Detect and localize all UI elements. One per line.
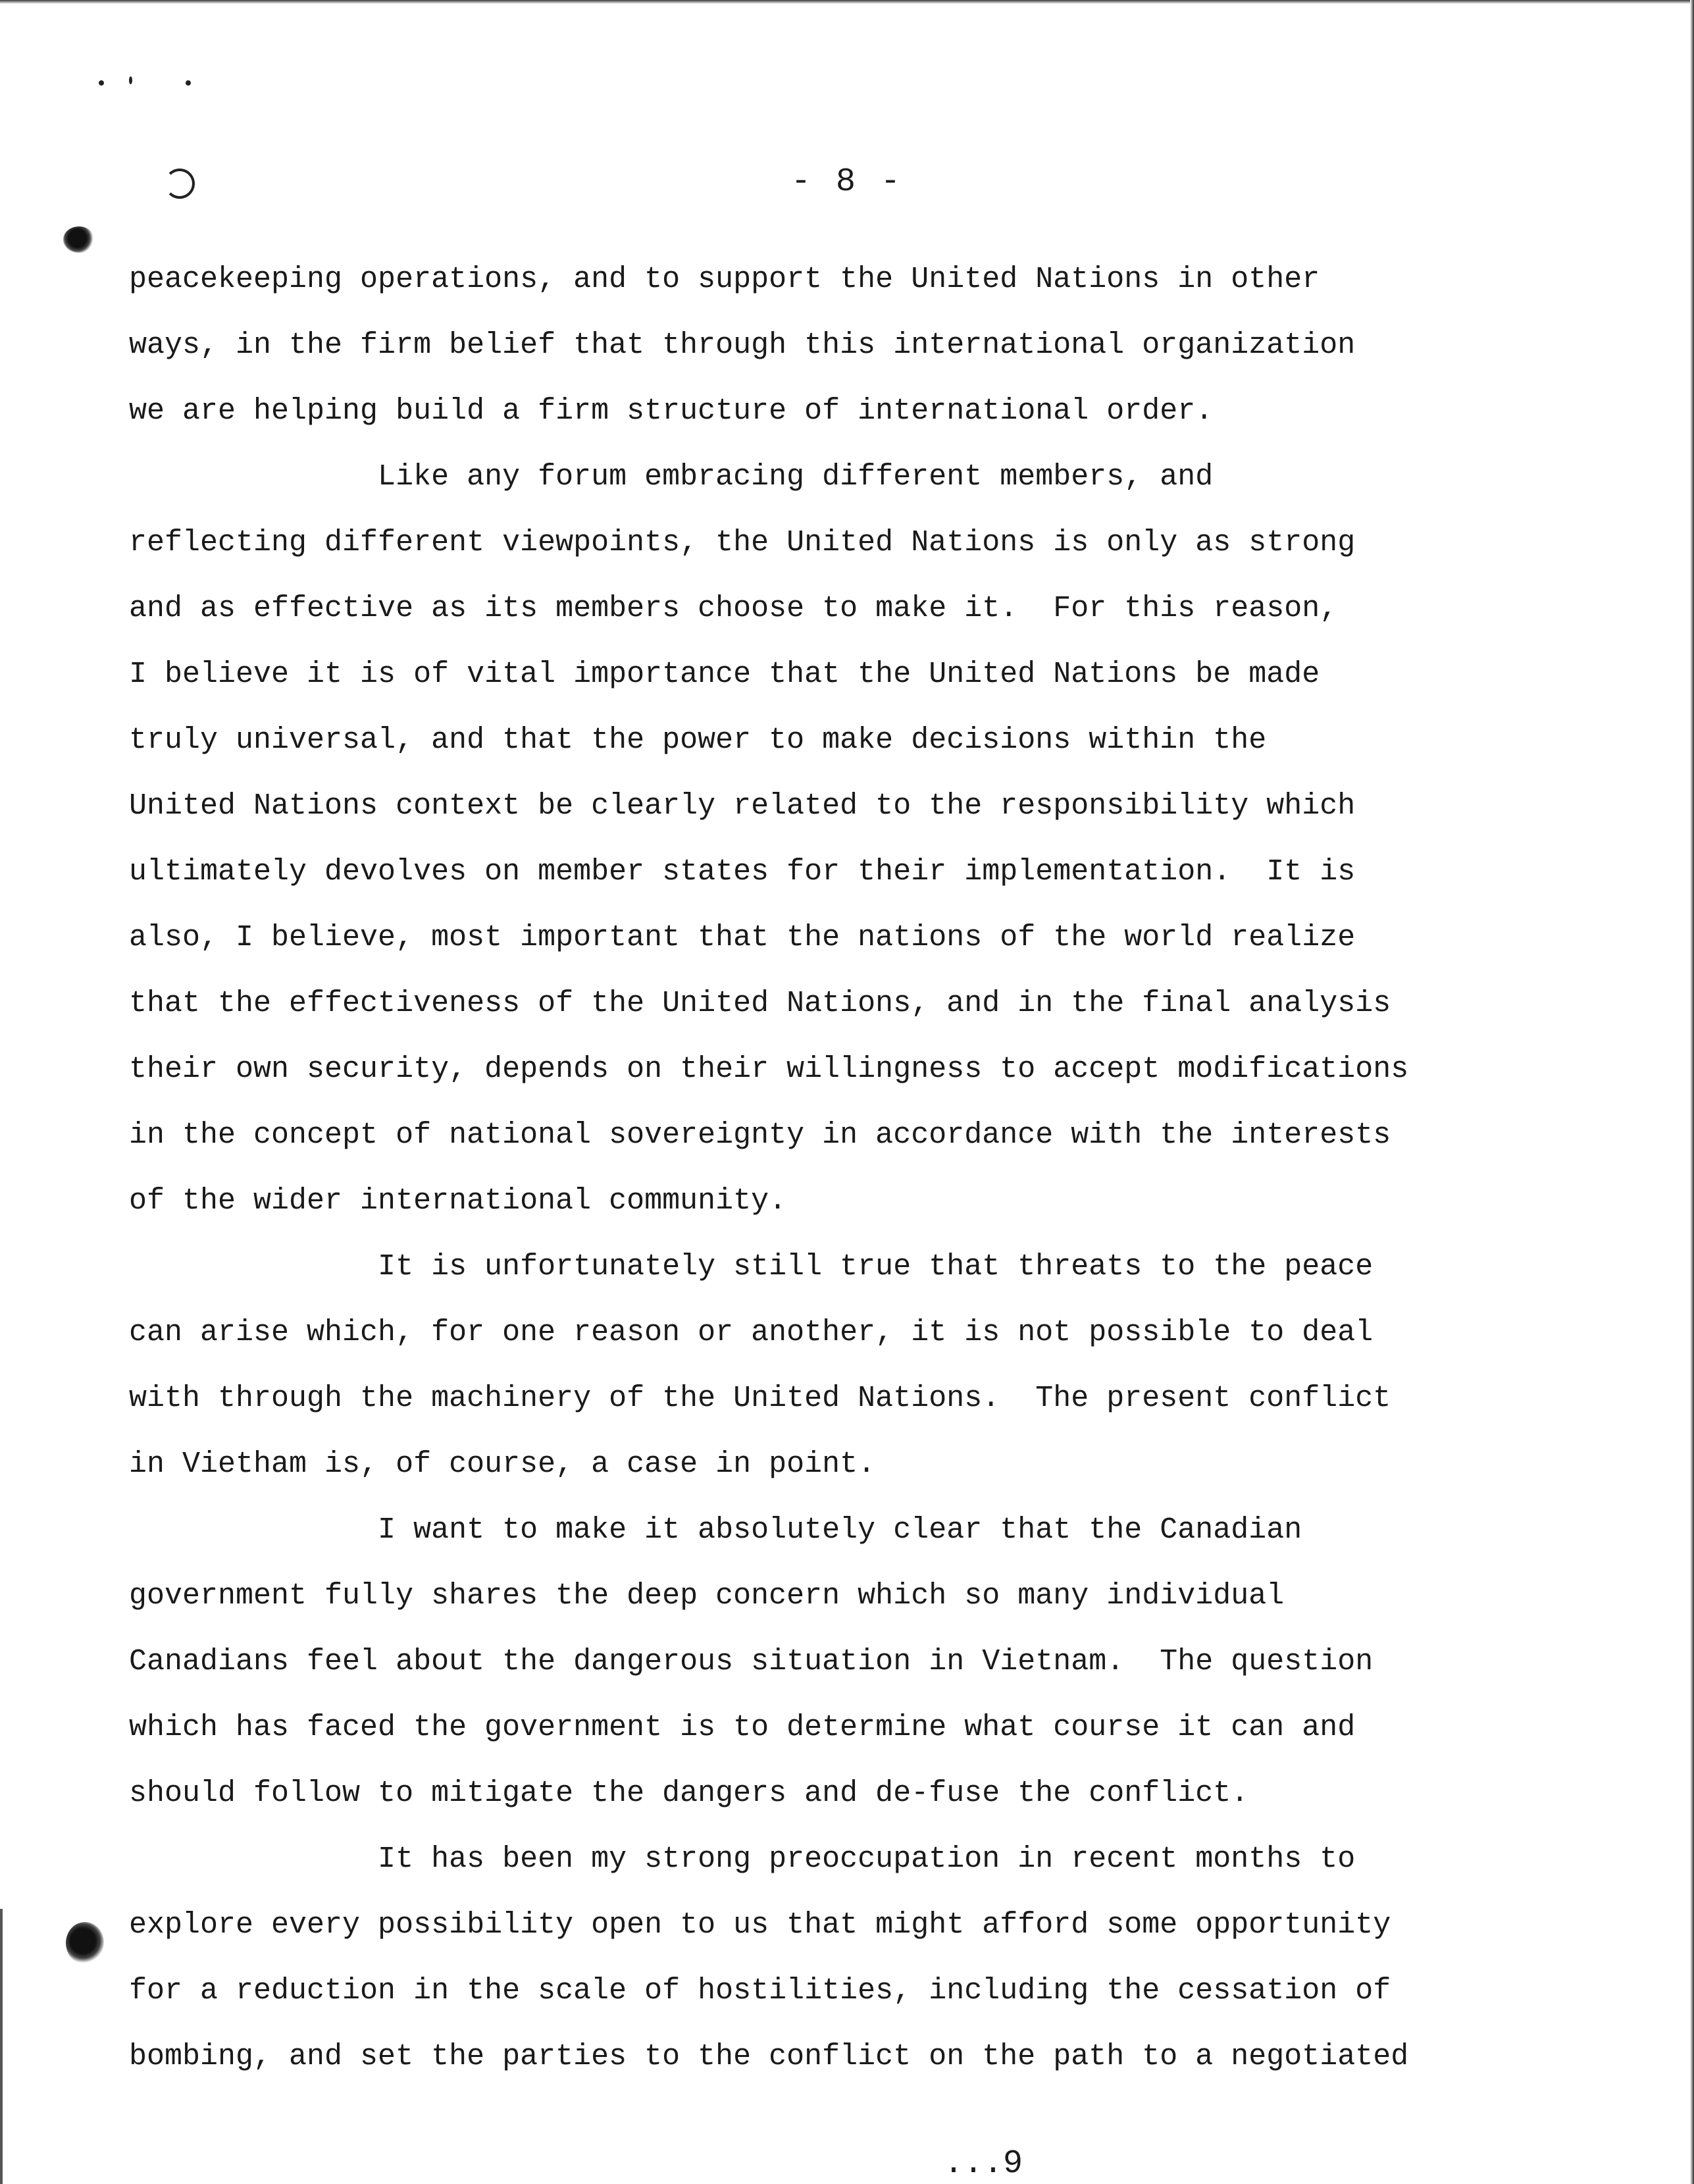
text-line: in Vietham is, of course, a case in point.: [129, 1447, 876, 1481]
text-line: reflecting different viewpoints, the United Nations is only as strong: [129, 526, 1356, 559]
text-line: I want to make it absolutely clear that the Canadian: [129, 1513, 1302, 1547]
text-line: their own security, depends on their willingness to accept modifications: [129, 1053, 1409, 1086]
text-line: for a reduction in the scale of hostilities, including the cessation of: [129, 1974, 1391, 2008]
text-line: in the concept of national sovereignty in accordance with the interests: [129, 1118, 1391, 1152]
scan-speck: [129, 76, 132, 84]
page-edge-left: [0, 1909, 3, 2184]
text-line: with through the machinery of the United Nations. The present conflict: [129, 1382, 1391, 1415]
text-line: It has been my strong preoccupation in recent months to: [129, 1842, 1356, 1876]
text-line: and as effective as its members choose to make it. For this reason,: [129, 592, 1338, 625]
text-line: which has faced the government is to determine what course it can and: [129, 1711, 1356, 1744]
text-line: Canadians feel about the dangerous situation in Vietnam. The question: [129, 1645, 1373, 1678]
text-line: we are helping build a firm structure of international order.: [129, 394, 1214, 428]
text-line: I believe it is of vital importance that the United Nations be made: [129, 658, 1320, 691]
scan-speck: [186, 80, 191, 86]
text-line: Like any forum embracing different members, and: [129, 460, 1214, 494]
text-line: bombing, and set the parties to the conflict on the path to a negotiated: [129, 2040, 1409, 2073]
page-edge-right: [1690, 0, 1694, 2184]
page-number: - 8 -: [790, 163, 904, 201]
staple-mark-top: [63, 226, 95, 253]
text-line: ways, in the firm belief that through this international organization: [129, 328, 1356, 362]
text-line: United Nations context be clearly related to the responsibility which: [129, 789, 1356, 823]
text-line: should follow to mitigate the dangers and de-fuse the conflict.: [129, 1777, 1249, 1810]
text-line: of the wider international community.: [129, 1184, 787, 1218]
staple-mark-bottom: [66, 1922, 104, 1964]
text-line: peacekeeping operations, and to support the United Nations in other: [129, 263, 1320, 296]
text-line: that the effectiveness of the United Nations, and in the final analysis: [129, 987, 1391, 1020]
continuation-marker: ...9: [944, 2145, 1023, 2183]
page-edge-top: [0, 0, 1694, 4]
scan-speck: [99, 80, 104, 86]
text-line: ultimately devolves on member states for their implementation. It is: [129, 855, 1356, 889]
text-line: explore every possibility open to us that might afford some opportunity: [129, 1908, 1391, 1942]
text-line: truly universal, and that the power to make decisions within the: [129, 723, 1267, 757]
body-text: [129, 247, 1577, 2090]
text-line: can arise which, for one reason or another, it is not possible to deal: [129, 1316, 1373, 1349]
text-line: also, I believe, most important that the nations of the world realize: [129, 921, 1356, 954]
text-line: It is unfortunately still true that threats to the peace: [129, 1250, 1373, 1284]
text-line: government fully shares the deep concern which so many individual: [129, 1579, 1285, 1613]
